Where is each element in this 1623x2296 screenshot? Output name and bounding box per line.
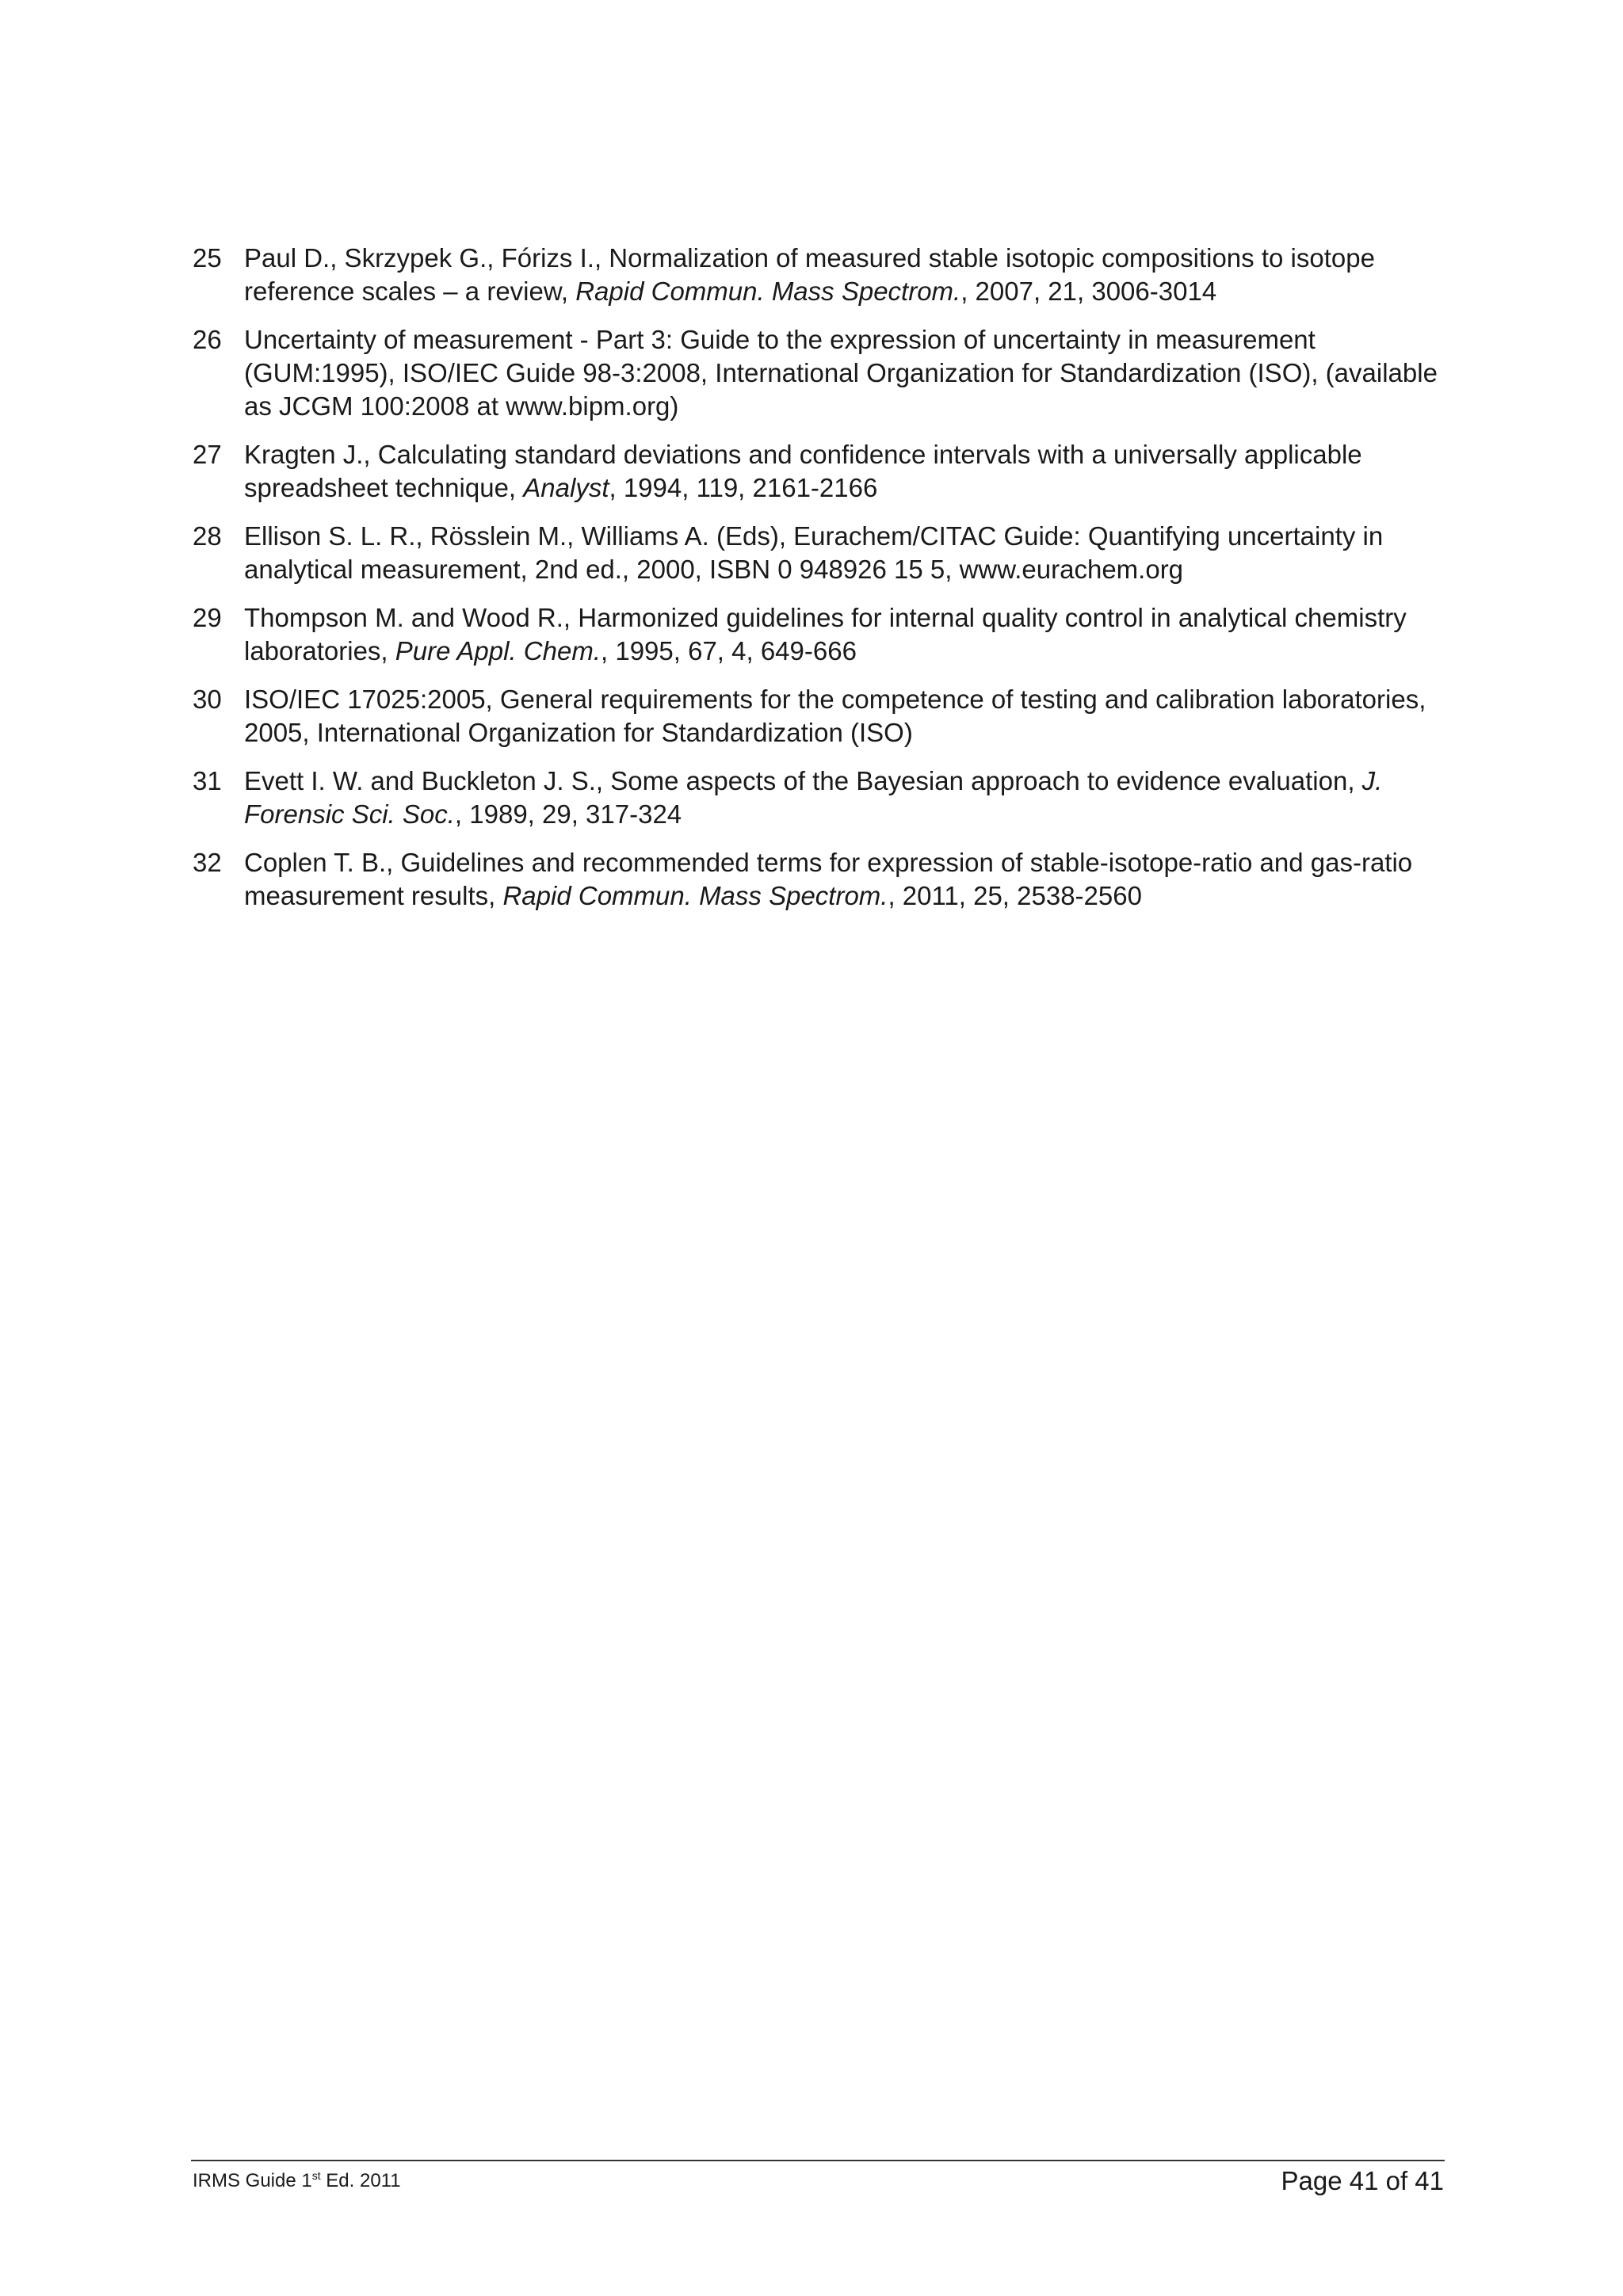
reference-text-part: , 2007, 21, 3006-3014	[960, 277, 1217, 306]
reference-number: 28	[193, 521, 222, 551]
reference-text-part: Kragten J., Calculating standard deviations and confidence intervals with a universally applicable spreadsheet technique,	[244, 440, 1362, 502]
reference-number: 27	[193, 440, 222, 469]
reference-number: 25	[193, 243, 222, 273]
reference-text-part: Paul D., Skrzypek G., Fórizs I., Normalization of measured stable isotopic compositions to isotope reference scales – a review,	[244, 243, 1375, 306]
reference-text	[244, 323, 1461, 423]
reference-text-part: , 1989, 29, 317-324	[454, 799, 682, 829]
reference-number: 29	[193, 603, 222, 632]
reference-item	[193, 242, 1461, 308]
reference-text	[244, 438, 1461, 505]
reference-item	[193, 765, 1461, 831]
reference-item	[193, 846, 1461, 913]
reference-number: 26	[193, 325, 222, 354]
journal-name: Pure Appl. Chem.	[395, 636, 601, 666]
reference-text-part: Coplen T. B., Guidelines and recommended terms for expression of stable-isotope-ratio and gas-ratio measurement results,	[244, 848, 1413, 910]
reference-item	[193, 323, 1461, 423]
reference-text	[244, 765, 1461, 831]
footer-title-superscript: st	[311, 2169, 321, 2182]
reference-text-part: ISO/IEC 17025:2005, General requirements for the competence of testing and calibration laboratories, 2005, International Organization for Standardization (ISO)	[244, 685, 1426, 747]
reference-item	[193, 683, 1461, 749]
footer-document-title	[193, 2169, 401, 2193]
reference-text-part: Thompson M. and Wood R., Harmonized guidelines for internal quality control in analytical chemistry laboratories,	[244, 603, 1407, 666]
footer-title-suffix: Ed. 2011	[320, 2170, 401, 2191]
reference-item	[193, 520, 1461, 586]
journal-name: Rapid Commun. Mass Spectrom.	[502, 881, 888, 910]
journal-name: Rapid Commun. Mass Spectrom.	[575, 277, 961, 306]
reference-number: 32	[193, 848, 222, 877]
reference-item	[193, 438, 1461, 505]
reference-item	[193, 601, 1461, 668]
reference-text	[244, 520, 1461, 586]
reference-list	[193, 242, 1461, 928]
reference-text-part: Uncertainty of measurement - Part 3: Guide to the expression of uncertainty in measurement (GUM:1995), ISO/IEC Guide 98-3:2008, International Organization for Standardization (ISO), (available as JCGM 100:2008 at www.bipm.org)	[244, 325, 1438, 421]
reference-text-part: , 1995, 67, 4, 649-666	[601, 636, 857, 666]
reference-text-part: Evett I. W. and Buckleton J. S., Some aspects of the Bayesian approach to evidence evaluation,	[244, 766, 1362, 795]
reference-text	[244, 683, 1461, 749]
footer-title-prefix: IRMS Guide 1	[193, 2170, 312, 2191]
reference-text	[244, 242, 1461, 308]
reference-text-part: Ellison S. L. R., Rösslein M., Williams A. (Eds), Eurachem/CITAC Guide: Quantifying uncertainty in analytical measurement, 2nd ed., 2000, ISBN 0 948926 15 5, www.eurachem.org	[244, 521, 1384, 584]
page-number: Page 41 of 41	[1281, 2166, 1444, 2195]
footer-divider	[191, 2160, 1445, 2161]
journal-name: J. Forensic Sci. Soc.	[244, 766, 1383, 829]
reference-number: 31	[193, 766, 222, 795]
reference-text-part: , 2011, 25, 2538-2560	[888, 881, 1142, 910]
reference-number: 30	[193, 685, 222, 714]
reference-text	[244, 601, 1461, 668]
journal-name: Analyst	[523, 473, 609, 502]
reference-text-part: , 1994, 119, 2161-2166	[609, 473, 878, 502]
reference-text	[244, 846, 1461, 913]
